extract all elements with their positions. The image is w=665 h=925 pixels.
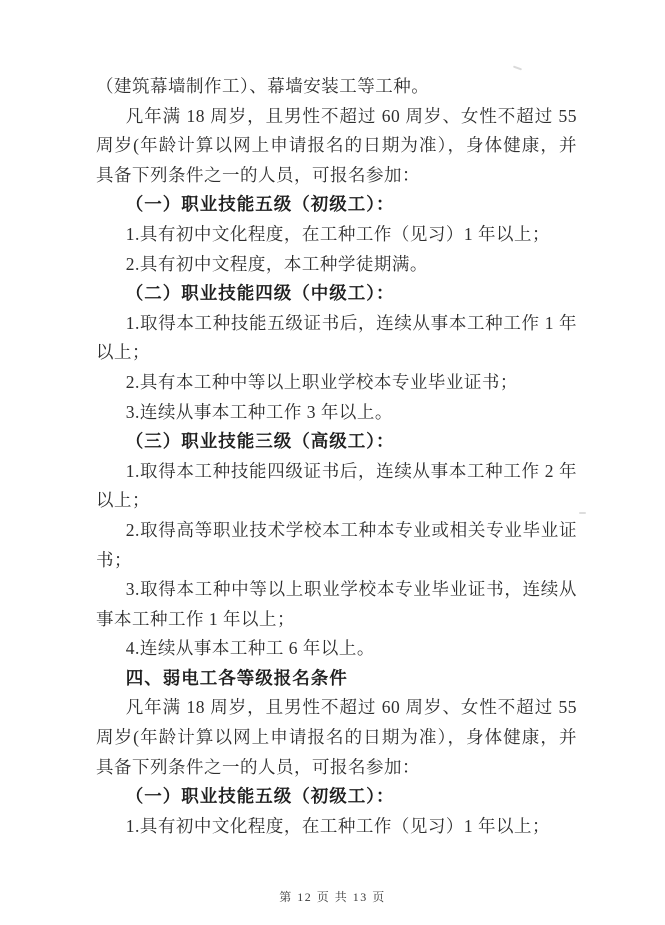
condition-item: 1.具有初中文化程度，在工种工作（见习）1 年以上；	[125, 223, 550, 244]
document-body	[96, 72, 577, 841]
section-heading-level-4: （二）职业技能四级（中级工）：	[125, 283, 395, 304]
section-heading-level-5: （一）职业技能五级（初级工）：	[125, 194, 395, 215]
intro-paragraph: 凡年满 18 周岁，且男性不超过 60 周岁、女性不超过 55 周岁(年龄计算以网上申请报名的日期为准），身体健康，并具备下列条件之一的人员，可报名参加：	[96, 105, 577, 185]
paragraph-continuation: （建筑幕墙制作工）、幕墙安装工等工种。	[96, 76, 430, 96]
condition-item: 1.具有初中文化程度，在工种工作（见习）1 年以上；	[125, 815, 550, 836]
condition-item: 3.连续从事本工种工作 3 年以上。	[125, 401, 393, 422]
page-footer: 第 12 页 共 13 页	[279, 890, 386, 904]
section-heading-weak-current: 四、弱电工各等级报名条件	[125, 667, 348, 688]
condition-item: 1.取得本工种技能四级证书后，连续从事本工种工作 2 年以上；	[96, 460, 577, 511]
section-heading-level-3: （三）职业技能三级（高级工）：	[125, 431, 395, 452]
condition-item: 1.取得本工种技能五级证书后，连续从事本工种工作 1 年以上；	[96, 312, 577, 363]
condition-item: 2.具有本工种中等以上职业学校本专业毕业证书；	[125, 371, 518, 392]
condition-item: 3.取得本工种中等以上职业学校本专业毕业证书，连续从事本工种工作 1 年以上；	[96, 579, 577, 629]
condition-item: 4.连续从事本工种工 6 年以上。	[125, 638, 375, 659]
section-heading-level-5: （一）职业技能五级（初级工）：	[125, 786, 395, 807]
intro-paragraph: 凡年满 18 周岁，且男性不超过 60 周岁、女性不超过 55 周岁(年龄计算以网上申请报名的日期为准），身体健康，并具备下列条件之一的人员，可报名参加：	[96, 697, 577, 777]
scan-smudge	[579, 512, 586, 514]
scan-smudge	[513, 66, 522, 71]
condition-item: 2.取得高等职业技术学校本工种本专业或相关专业毕业证书；	[96, 519, 577, 570]
condition-item: 2.具有初中文程度，本工种学徒期满。	[125, 253, 428, 274]
